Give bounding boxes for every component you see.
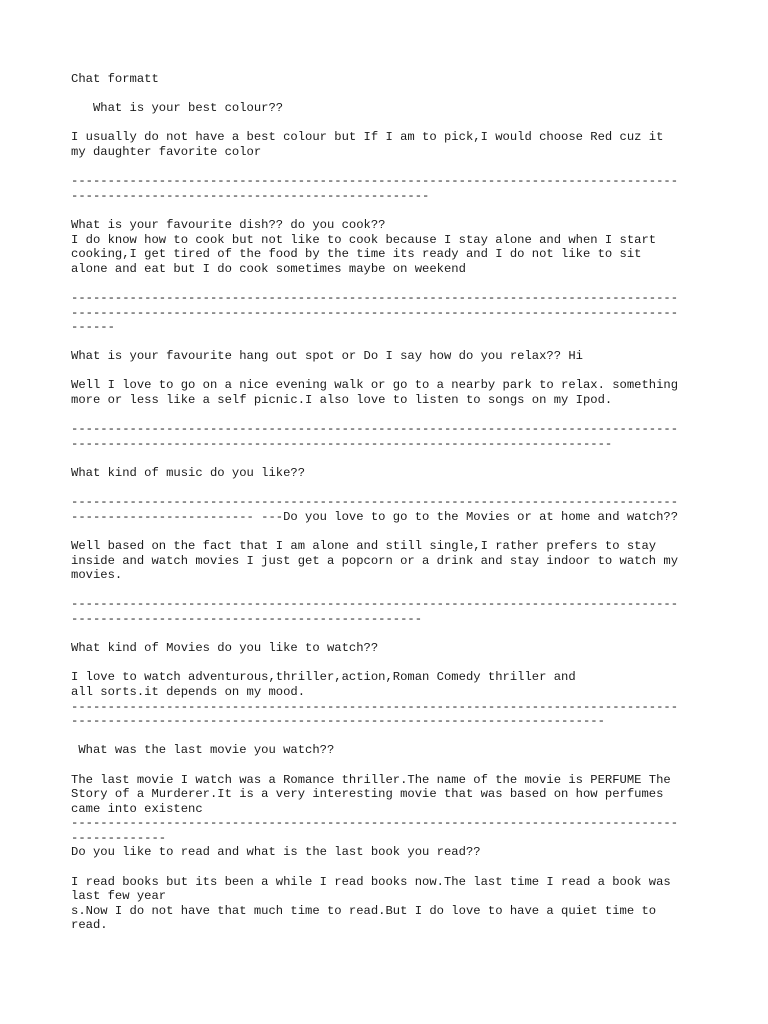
text-line: last few year (71, 889, 167, 904)
text-line: What kind of Movies do you like to watch?? (71, 641, 379, 656)
text-line: came into existenc (71, 801, 203, 816)
text-line: ----------------------------------------------------------------------------------- (71, 816, 679, 831)
text-line (71, 758, 711, 773)
text-line (71, 408, 711, 423)
text-line: inside and watch movies I just get a popcorn or a drink and stay indoor to watch my (71, 553, 679, 568)
text-line: What is your favourite hang out spot or Do I say how do you relax?? Hi (71, 349, 583, 364)
text-line: Chat formatt (71, 72, 159, 86)
text-line: What is your favourite dish?? do you cook?? (71, 217, 386, 232)
text-line: I love to watch adventurous,thriller,action,Roman Comedy thriller and (71, 670, 576, 685)
text-line (71, 860, 711, 875)
text-line: alone and eat but I do cook sometimes maybe on weekend (71, 261, 466, 276)
text-line: What was the last movie you watch?? (71, 743, 335, 758)
text-line: Do you like to read and what is the last book you read?? (71, 845, 481, 860)
text-line (71, 116, 711, 131)
text-line: The last movie I watch was a Romance thriller.The name of the movie is PERFUME The (71, 772, 671, 787)
text-line: ----------------------------------------------------------------------------------- (71, 495, 679, 510)
text-line: What kind of music do you like?? (71, 466, 306, 481)
text-line: cooking,I get tired of the food by the time its ready and I do not like to sit (71, 247, 642, 262)
text-line: ----------------------------------------------------------------------------------- (71, 699, 679, 714)
text-line (71, 203, 711, 218)
text-line: -------------------------------------------------------------------------- (71, 436, 613, 451)
text-line: What is your best colour?? (71, 101, 284, 116)
text-line (71, 87, 711, 102)
text-line (71, 729, 711, 744)
text-line: I read books but its been a while I read books now.The last time I read a book was (71, 874, 671, 889)
text-line (71, 451, 711, 466)
text-line (71, 583, 711, 598)
text-line: all sorts.it depends on my mood. (71, 684, 306, 699)
text-line: ------------------------------------------------ (71, 611, 423, 626)
text-line: ----------------------------------------------------------------------------------- (71, 305, 679, 320)
text-line (71, 364, 711, 379)
text-line: ----------------------------------------------------------------------------------- (71, 597, 679, 612)
text-line (71, 481, 711, 496)
text-line: ----------------------------------------------------------------------------------- (71, 422, 679, 437)
text-line: Well based on the fact that I am alone and still single,I rather prefers to stay (71, 539, 657, 553)
text-line: s.Now I do not have that much time to read.But I do love to have a quiet time to (71, 903, 657, 918)
document-body (71, 72, 711, 933)
text-line: Well I love to go on a nice evening walk or go to a nearby park to relax. something (71, 378, 679, 393)
text-line (71, 160, 711, 175)
text-line (71, 656, 711, 671)
text-line: I do know how to cook but not like to cook because I stay alone and when I start (71, 232, 657, 247)
text-line: Story of a Murderer.It is a very interesting movie that was based on how perfumes (71, 787, 664, 802)
text-line: ------------- (71, 830, 167, 845)
text-line: ----------------------------------------------------------------------------------- (71, 174, 679, 189)
text-line: ------------------------------------------------- (71, 188, 430, 203)
text-line: I usually do not have a best colour but If I am to pick,I would choose Red cuz it (71, 130, 664, 145)
text-line: ------------------------- ---Do you love to go to the Movies or at home and watch?? (71, 509, 679, 524)
text-line (71, 276, 711, 291)
text-line (71, 627, 711, 642)
text-line (71, 524, 711, 539)
text-line: movies. (71, 568, 123, 583)
text-line: ----------------------------------------------------------------------------------- (71, 290, 679, 305)
text-line (71, 335, 711, 350)
text-line: ------ (71, 320, 115, 335)
text-line: more or less like a self picnic.I also love to listen to songs on my Ipod. (71, 393, 613, 408)
text-line: ------------------------------------------------------------------------- (71, 714, 605, 729)
text-line: read. (71, 918, 108, 933)
text-line: my daughter favorite color (71, 144, 262, 159)
